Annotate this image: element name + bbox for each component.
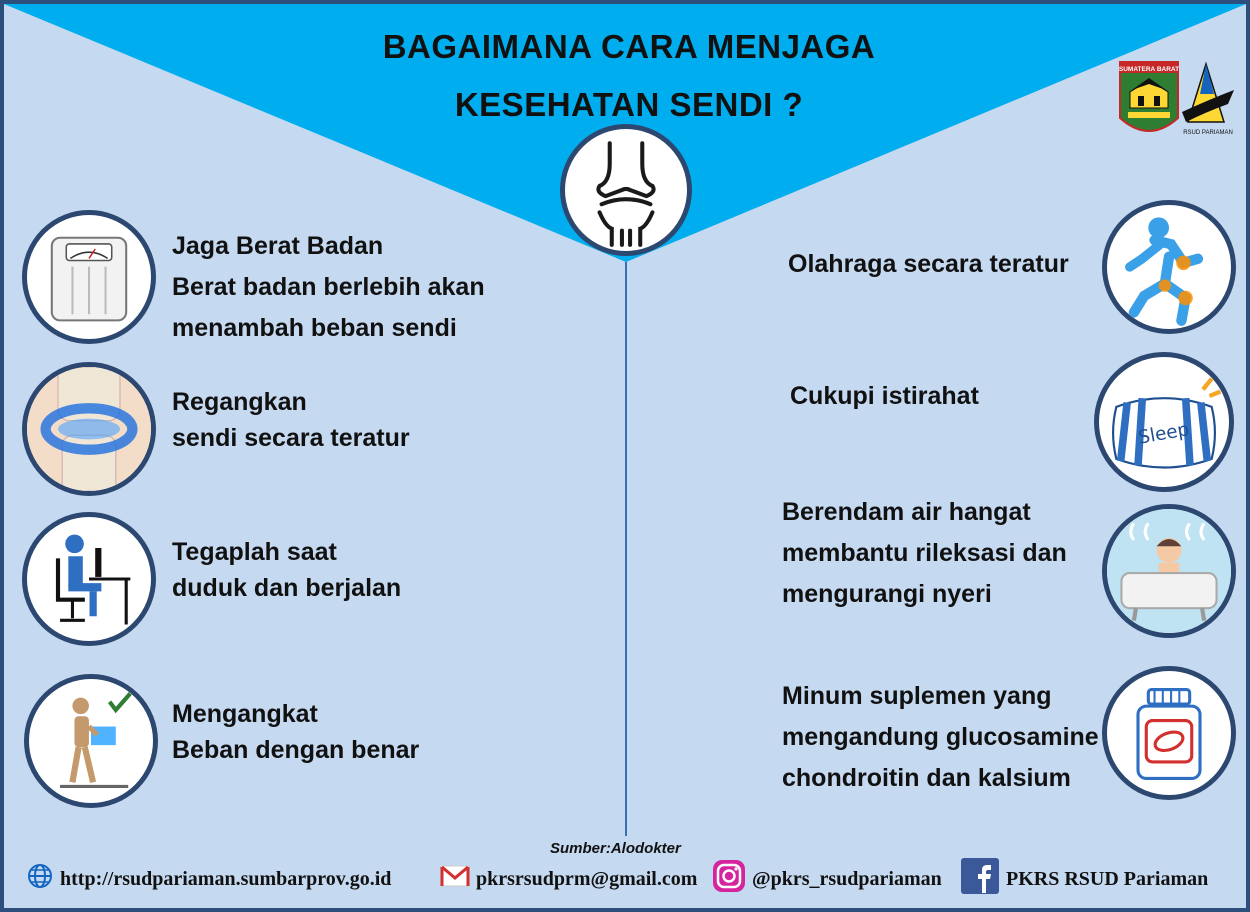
tip-rest <box>790 376 979 417</box>
tip-warm-bath-line-3: mengurangi nyeri <box>782 580 992 608</box>
tip-weight-line-3: menambah beban sendi <box>172 314 457 342</box>
knee-joint-icon <box>27 367 151 491</box>
tip-exercise <box>788 244 1069 285</box>
rsud-pariaman-logo <box>1182 64 1234 136</box>
tip-supplement <box>782 676 1099 799</box>
source-credit: Sumber:Alodokter <box>550 840 681 857</box>
facebook-icon <box>960 857 1000 901</box>
tip-warm-bath <box>782 492 1067 615</box>
posture-desk-icon <box>27 517 151 641</box>
facebook-page[interactable]: PKRS RSUD Pariaman <box>1006 867 1209 890</box>
tip-posture <box>172 534 401 606</box>
sleep-pillow-icon <box>1099 357 1229 487</box>
footer-website[interactable] <box>26 862 391 896</box>
tip-supplement-line-1: Minum suplemen yang <box>782 682 1052 710</box>
weight-scale-circle <box>22 210 156 344</box>
tip-lifting-line-2: Beban dengan benar <box>172 736 420 764</box>
instagram-icon <box>712 859 746 899</box>
mail-icon <box>440 864 470 894</box>
tip-lifting <box>172 696 419 768</box>
sumatera-barat-logo <box>1119 62 1179 131</box>
province-label: SUMATERA BARAT <box>1118 66 1180 73</box>
tip-supplement-line-3: chondroitin dan kalsium <box>782 764 1071 792</box>
tip-posture-line-2: duduk dan berjalan <box>172 574 402 602</box>
tip-warm-bath-line-1: Berendam air hangat <box>782 498 1031 526</box>
tip-weight <box>172 226 485 349</box>
tip-supplement-line-2: mengandung glucosamine <box>782 723 1099 751</box>
instagram-handle[interactable]: @pkrs_rsudpariaman <box>752 867 942 890</box>
website-url[interactable]: http://rsudpariaman.sumbarprov.go.id <box>60 867 392 890</box>
tip-stretch-line-1: Regangkan <box>172 388 307 416</box>
title-line-2: KESEHATAN SENDI ? <box>454 86 804 123</box>
lifting-box-circle <box>24 674 158 808</box>
sleep-word: Sleep <box>1136 419 1191 449</box>
joint-bone-icon <box>565 129 687 251</box>
supplement-bottle-circle <box>1102 666 1236 800</box>
sleep-pillow-circle <box>1094 352 1234 492</box>
footer-instagram[interactable] <box>712 862 942 896</box>
tip-rest-line-1: Cukupi istirahat <box>790 382 979 410</box>
tip-warm-bath-line-2: membantu rileksasi dan <box>782 539 1067 567</box>
lifting-box-icon <box>29 679 153 803</box>
tip-lifting-line-1: Mengangkat <box>172 700 318 728</box>
globe-icon <box>26 862 54 896</box>
bathtub-circle <box>1102 504 1236 638</box>
tip-stretch <box>172 384 410 456</box>
runner-circle <box>1102 200 1236 334</box>
email-address[interactable]: pkrsrsudprm@gmail.com <box>476 867 698 890</box>
footer-facebook[interactable] <box>960 862 1208 896</box>
title-line-1: BAGAIMANA CARA MENJAGA <box>382 28 876 65</box>
logos <box>1116 60 1236 144</box>
tip-weight-line-2: Berat badan berlebih akan <box>172 273 485 301</box>
tip-weight-line-1: Jaga Berat Badan <box>172 232 384 260</box>
tip-stretch-line-2: sendi secara teratur <box>172 424 410 452</box>
joint-center-circle <box>560 124 692 256</box>
runner-icon <box>1107 205 1231 329</box>
tip-posture-line-1: Tegaplah saat <box>172 538 337 566</box>
footer-email[interactable] <box>440 862 697 896</box>
supplement-bottle-icon <box>1107 671 1231 795</box>
tip-exercise-line-1: Olahraga secara teratur <box>788 250 1069 278</box>
posture-desk-circle <box>22 512 156 646</box>
weight-scale-icon <box>27 215 151 339</box>
knee-joint-circle <box>22 362 156 496</box>
bathtub-icon <box>1107 509 1231 633</box>
hospital-label: RSUD PARIAMAN <box>1183 130 1233 136</box>
